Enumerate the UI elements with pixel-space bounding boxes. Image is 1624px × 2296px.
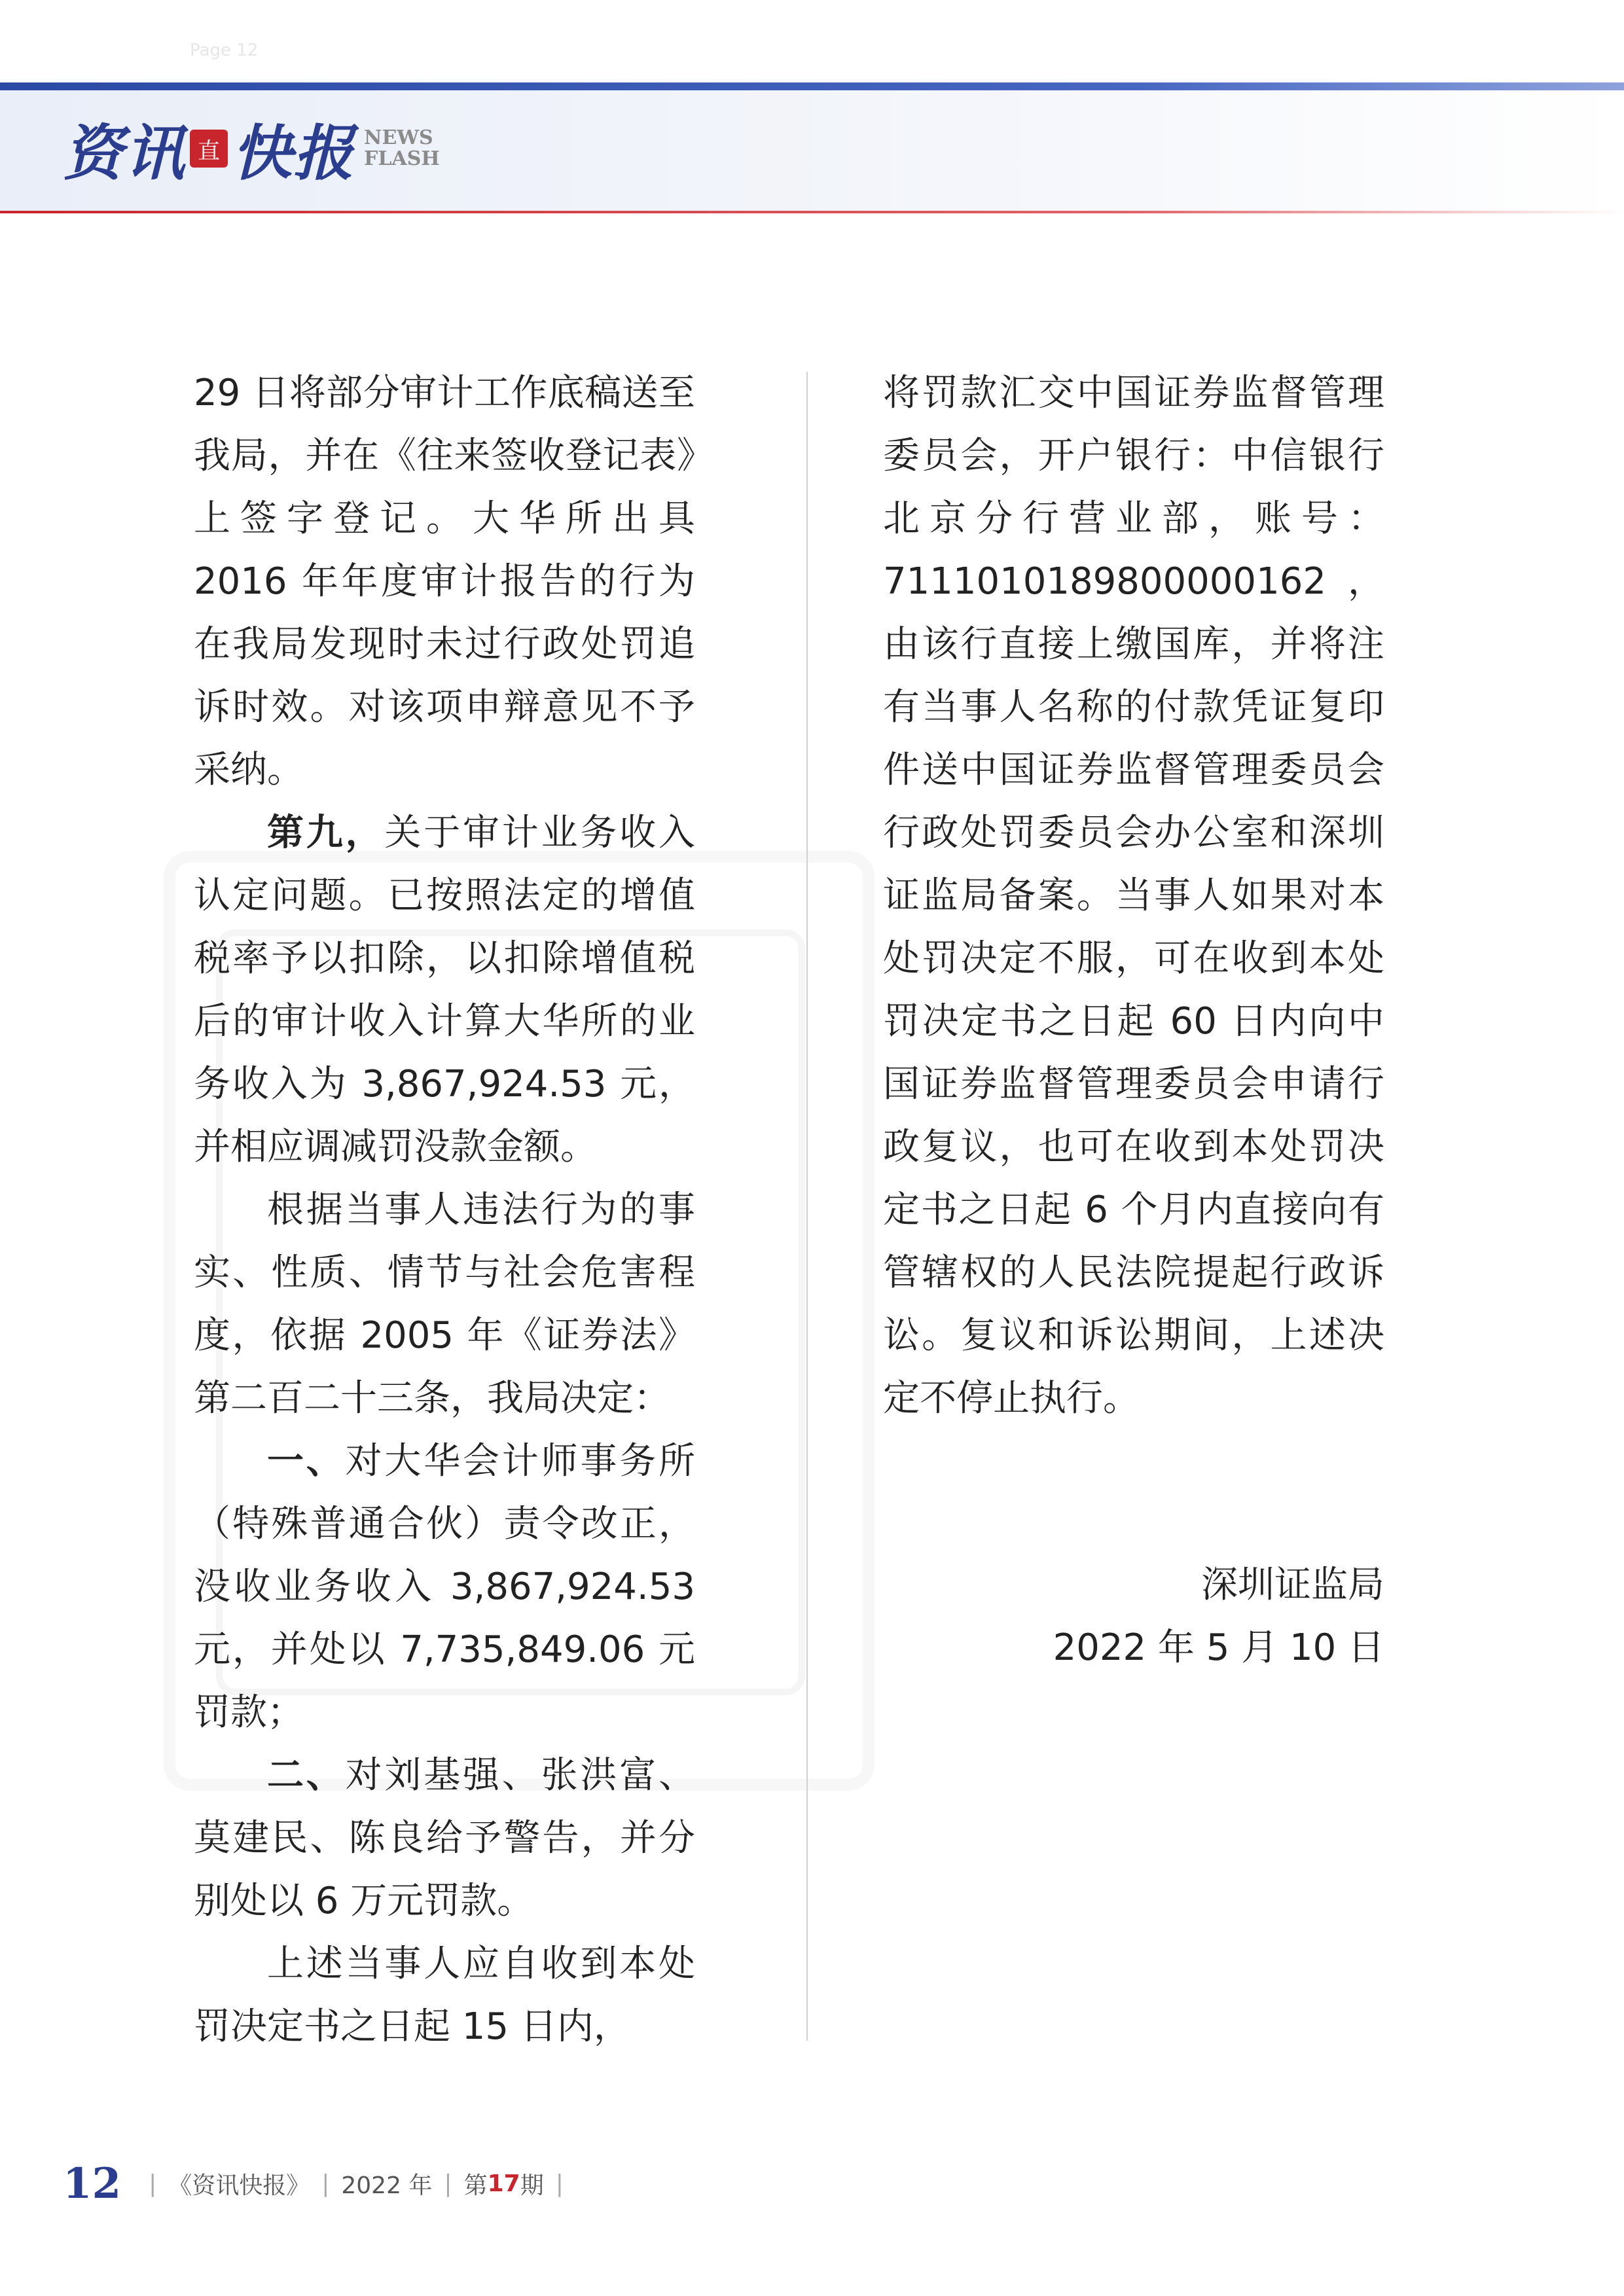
paragraph (194, 1430, 695, 1744)
paragraph-body: 关于审计业务收入认定问题。已按照法定的增值税率予以扣除，以扣除增值税后的审计收入计算大华所的业务收入为 3,867,924.53 元，并相应调减罚没款金额。 (194, 812, 696, 1168)
brand-logo (63, 113, 440, 188)
paragraph: 上述当事人应自收到本处罚决定书之日起 15 日内， (194, 1943, 695, 2048)
paragraph-body: 对刘基强、张洪富、莫建民、陈良给予警告，并分别处以 6 万元罚款。 (194, 1754, 696, 1922)
footer-issue-number: 17 (487, 2170, 520, 2197)
signoff-date: 2022 年 5 月 10 日 (1053, 1626, 1384, 1669)
header-ghost-text: Page 12 (190, 41, 259, 60)
paragraph: 29 日将部分审计工作底稿送至我局，并在《往来签收登记表》上签字登记。大华所出具 2016 年年度审计报告的行为在我局发现时未过行政处罚追诉时效。对该项申辩意见不予采纳。 (194, 372, 695, 791)
brand-english (364, 128, 440, 170)
paragraph (194, 802, 695, 1179)
signoff (861, 1554, 1384, 1679)
footer-issue-suffix: 期 (520, 2172, 544, 2199)
column-divider (806, 372, 808, 2041)
header-top-rule (0, 82, 1624, 90)
footer-publication: 《资讯快报》 (168, 2172, 310, 2199)
footer-separator: | (555, 2170, 564, 2197)
footer-separator: | (321, 2170, 330, 2197)
footer-issue-prefix: 第 (463, 2172, 488, 2199)
footer-year: 2022 年 (341, 2172, 433, 2199)
brand-title-part1: 资讯 (63, 118, 187, 188)
right-column (883, 362, 1384, 1430)
paragraph-lead: 一、 (267, 1440, 346, 1482)
brand-english-line2: FLASH (364, 147, 440, 170)
paragraph: 根据当事人违法行为的事实、性质、情节与社会危害程度，依据 2005 年《证券法》第二百二十三条，我局决定： (194, 1189, 695, 1420)
page-footer (63, 2157, 575, 2210)
paragraph (194, 1744, 695, 1933)
header-bottom-rule (0, 211, 1624, 213)
page-number: 12 (63, 2159, 122, 2208)
paragraph-lead: 二、 (267, 1754, 346, 1797)
paragraph-body: 对大华会计师事务所（特殊普通合伙）责令改正，没收业务收入 3,867,924.53 元，并处以 7,735,849.06 元罚款； (194, 1440, 696, 1734)
brand-title-part2: 快报 (232, 118, 355, 188)
left-column (194, 362, 695, 2058)
footer-separator: | (149, 2170, 157, 2197)
signoff-org: 深圳证监局 (1201, 1564, 1384, 1606)
footer-separator: | (444, 2170, 452, 2197)
paragraph: 将罚款汇交中国证券监督管理委员会，开户银行：中信银行北京分行营业部，账号：7111010189800000162， 由该行直接上缴国库，并将注有当事人名称的付款凭证复印件送中国证券监督管理委员会行政处罚委员会办公室和深圳证监局备案。当事人如果对本处罚决定不服，可在收到本处罚决定书之日起 60 日内向中国证券监督管理委员会申请行政复议，也可在收到本处罚决定书之日起 6 个月内直接向有管辖权的人民法院提起行政诉讼。复议和诉讼期间，上述决定不停止执行。 (883, 372, 1385, 1420)
paragraph-lead: 第九， (267, 812, 385, 854)
brand-english-line1: NEWS (364, 126, 433, 149)
seal-icon: 直 (190, 130, 228, 168)
